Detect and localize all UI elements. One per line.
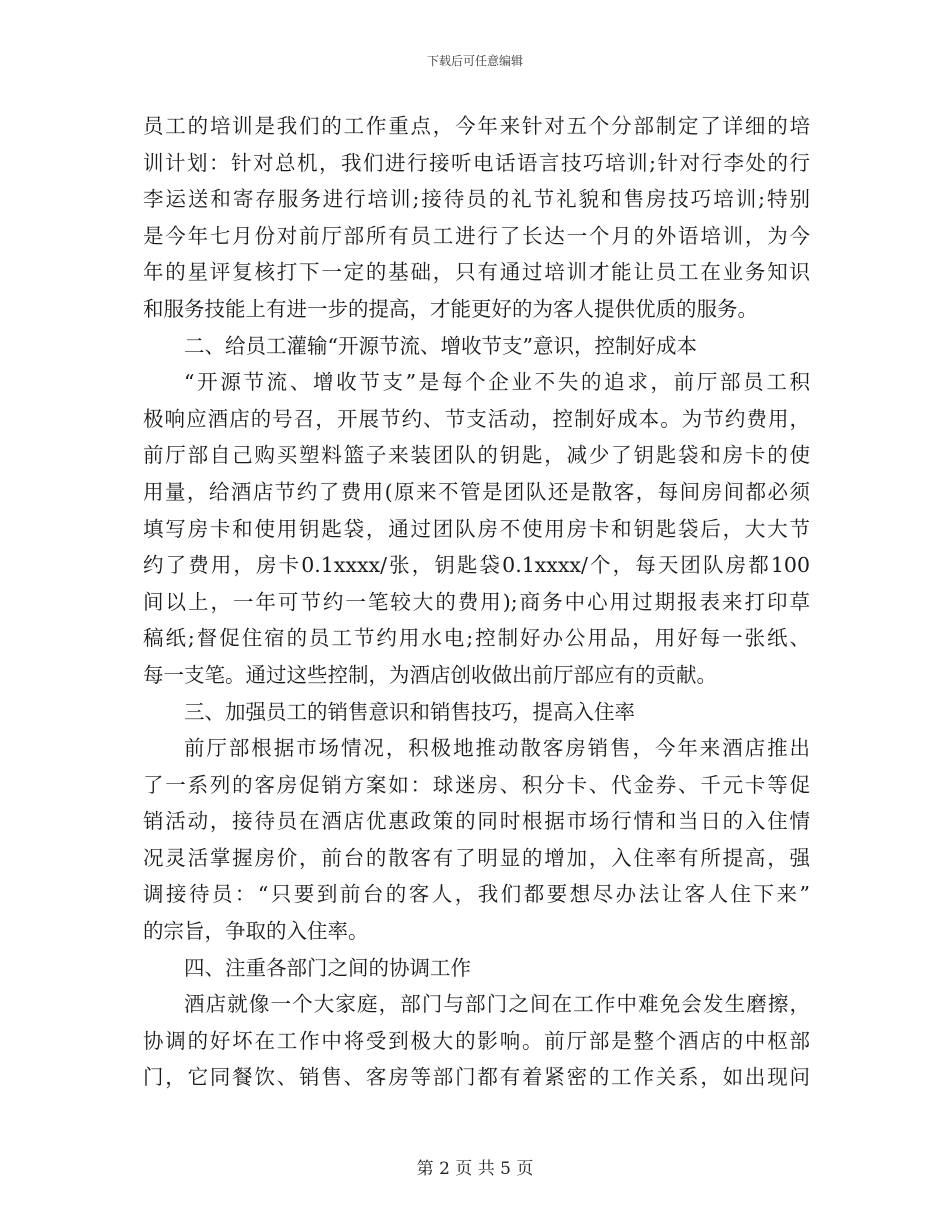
text-line: 间以上，一年可节约一笔较大的费用);商务中心用过期报表来打印草 bbox=[143, 589, 810, 614]
text-line: 每一支笔。通过这些控制，为酒店创收做出前厅部应有的贡献。 bbox=[143, 662, 717, 687]
text-line: 稿纸;督促住宿的员工节约用水电;控制好办公用品，用好每一张纸、 bbox=[143, 626, 810, 651]
text-line: 李运送和寄存服务进行培训;接待员的礼节礼貌和售房技巧培训;特别 bbox=[143, 187, 810, 212]
text-line: 门，它同餐饮、销售、客房等部门都有着紧密的工作关系，如出现问 bbox=[143, 1065, 810, 1090]
text-line: 三、加强员工的销售意识和销售技巧，提高入住率 bbox=[184, 699, 635, 724]
text-line: 二、给员工灌输“开源节流、增收节支”意识，控制好成本 bbox=[184, 333, 697, 358]
text-line: 协调的好坏在工作中将受到极大的影响。前厅部是整个酒店的中枢部 bbox=[143, 1028, 810, 1053]
text-line: 员工的培训是我们的工作重点，今年来针对五个分部制定了详细的培 bbox=[143, 114, 810, 138]
text-line: 了一系列的客房促销方案如：球迷房、积分卡、代金券、千元卡等促 bbox=[143, 772, 810, 797]
page-header: 下载后可任意编辑 bbox=[426, 54, 523, 68]
text-line: 调接待员：“只要到前台的客人，我们都要想尽办法让客人住下来” bbox=[143, 882, 810, 907]
text-line: 销活动，接待员在酒店优惠政策的同时根据市场行情和当日的入住情 bbox=[143, 809, 810, 834]
text-line: 前厅部自己购买塑料篮子来装团队的钥匙，减少了钥匙袋和房卡的使 bbox=[143, 443, 810, 468]
text-line: 和服务技能上有进一步的提高，才能更好的为客人提供优质的服务。 bbox=[143, 296, 758, 321]
text-line: “开源节流、增收节支”是每个企业不失的追求，前厅部员工积 bbox=[184, 370, 810, 395]
text-line: 的宗旨，争取的入住率。 bbox=[143, 919, 369, 944]
text-line: 用量，给酒店节约了费用(原来不管是团队还是散客，每间房间都必须 bbox=[143, 479, 810, 504]
text-line: 酒店就像一个大家庭，部门与部门之间在工作中难免会发生磨擦， bbox=[184, 992, 810, 1017]
text-line: 是今年七月份对前厅部所有员工进行了长达一个月的外语培训，为今 bbox=[143, 223, 810, 248]
text-line: 约了费用，房卡0.1xxxx/张，钥匙袋0.1xxxx/个，每天团队房都100 bbox=[143, 553, 810, 578]
text-line: 填写房卡和使用钥匙袋，通过团队房不使用房卡和钥匙袋后，大大节 bbox=[143, 516, 810, 541]
text-line: 况灵活掌握房价，前台的散客有了明显的增加，入住率有所提高，强 bbox=[143, 845, 810, 870]
text-line: 前厅部根据市场情况，积极地推动散客房销售，今年来酒店推出 bbox=[184, 736, 810, 761]
text-line: 极响应酒店的号召，开展节约、节支活动，控制好成本。为节约费用， bbox=[143, 406, 810, 431]
text-line: 四、注重各部门之间的协调工作 bbox=[184, 955, 471, 980]
page-footer: 第 2 页 共 5 页 bbox=[416, 1159, 534, 1179]
text-line: 年的星评复核打下一定的基础，只有通过培训才能让员工在业务知识 bbox=[143, 260, 810, 285]
text-line: 训计划：针对总机，我们进行接听电话语言技巧培训;针对行李处的行 bbox=[143, 150, 810, 175]
document-body bbox=[143, 108, 810, 1096]
